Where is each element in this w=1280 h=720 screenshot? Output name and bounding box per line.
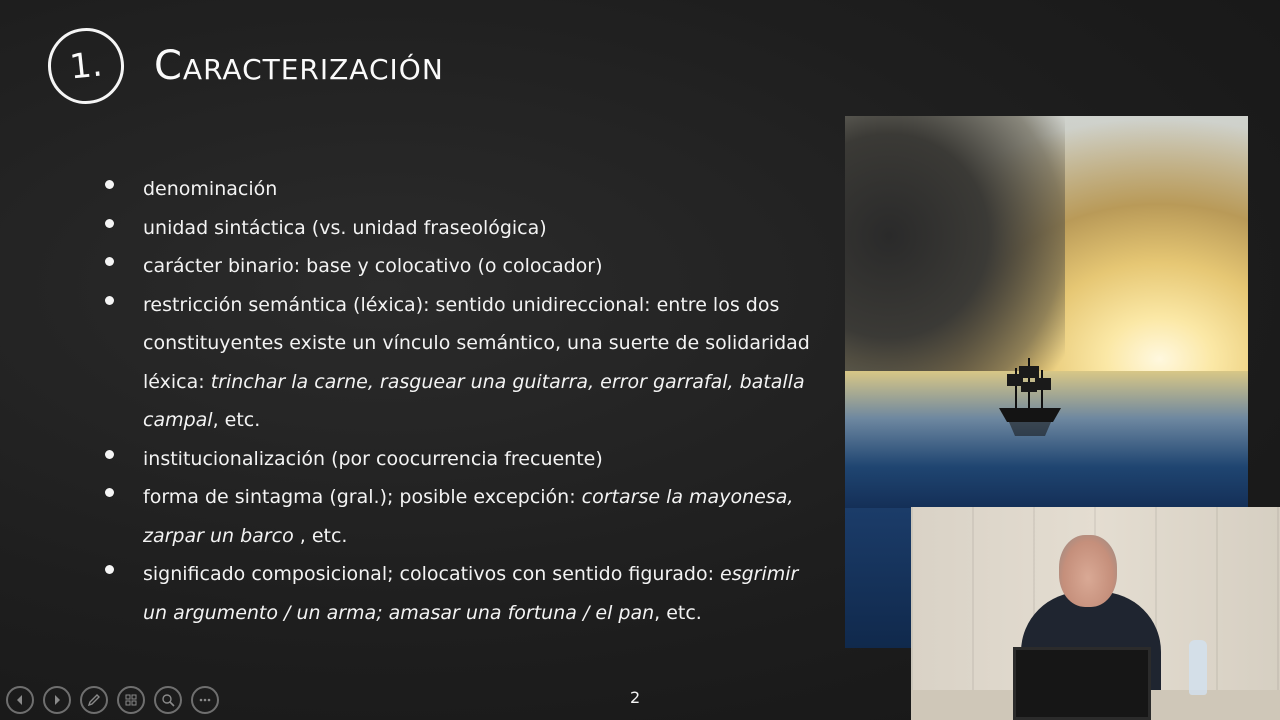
slides-grid-icon[interactable] <box>117 686 145 714</box>
bullet-item <box>100 440 810 479</box>
bullet-item <box>100 286 810 440</box>
bullet-item <box>100 170 810 209</box>
bullet-item <box>100 247 810 286</box>
bullet-dot-icon <box>105 450 114 459</box>
photo-sea-continuation <box>845 508 911 648</box>
slide-page-number: 2 <box>630 688 641 707</box>
bullet-text: unidad sintáctica (vs. unidad fraseológica) <box>143 216 547 239</box>
presenter-webcam <box>911 507 1280 720</box>
bullet-tail: , etc. <box>212 409 261 431</box>
slide-title-group <box>48 24 444 108</box>
bullet-text: carácter binario: base y colocativo (o colocador) <box>143 255 603 277</box>
water-bottle <box>1189 640 1207 695</box>
bullet-text: institucionalización (por coocurrencia frecuente) <box>143 447 603 470</box>
bullet-text: forma de sintagma (gral.); posible excepción: <box>143 486 582 508</box>
ship-sunset-photo <box>845 116 1248 508</box>
bullet-dot-icon <box>105 219 114 228</box>
bullet-dot-icon <box>105 180 114 189</box>
bullet-dot-icon <box>105 488 114 497</box>
bullet-text: denominación <box>143 178 278 200</box>
bullet-examples: esgrimir un argumento / un arma; amasar una fortuna / el pan <box>143 563 799 624</box>
bullet-dot-icon <box>105 565 114 574</box>
bullet-examples: cortarse la mayonesa, zarpar un barco <box>143 486 794 547</box>
bullet-dot-icon <box>105 257 114 266</box>
more-options-icon[interactable] <box>191 686 219 714</box>
bullet-item <box>100 555 810 632</box>
slide-title: Caracterización <box>154 43 444 89</box>
bullet-tail: , etc. <box>654 601 702 624</box>
bullet-item <box>100 478 810 555</box>
bullet-tail: , etc. <box>293 524 348 547</box>
previous-slide-icon[interactable] <box>6 686 34 714</box>
bullet-text: restricción semántica (léxica): sentido unidireccional: entre los dos constituyentes existe un vínculo semántico, una suerte de solidaridad léxica: <box>143 293 810 393</box>
bullet-item <box>100 209 810 248</box>
bullet-dot-icon <box>105 296 114 305</box>
next-slide-icon[interactable] <box>43 686 71 714</box>
zoom-icon[interactable] <box>154 686 182 714</box>
sailing-ship-icon <box>995 356 1065 436</box>
bullet-text: significado composicional; colocativos con sentido figurado: <box>143 563 721 585</box>
pen-icon[interactable] <box>80 686 108 714</box>
section-number-badge: 1. <box>44 24 128 108</box>
monitor <box>1013 647 1151 720</box>
bullet-examples: trinchar la carne, rasguear una guitarra, error garrafal, batalla campal <box>143 370 805 431</box>
presenter-head <box>1059 535 1117 607</box>
presentation-controls <box>6 686 219 714</box>
bullet-list <box>100 170 810 632</box>
